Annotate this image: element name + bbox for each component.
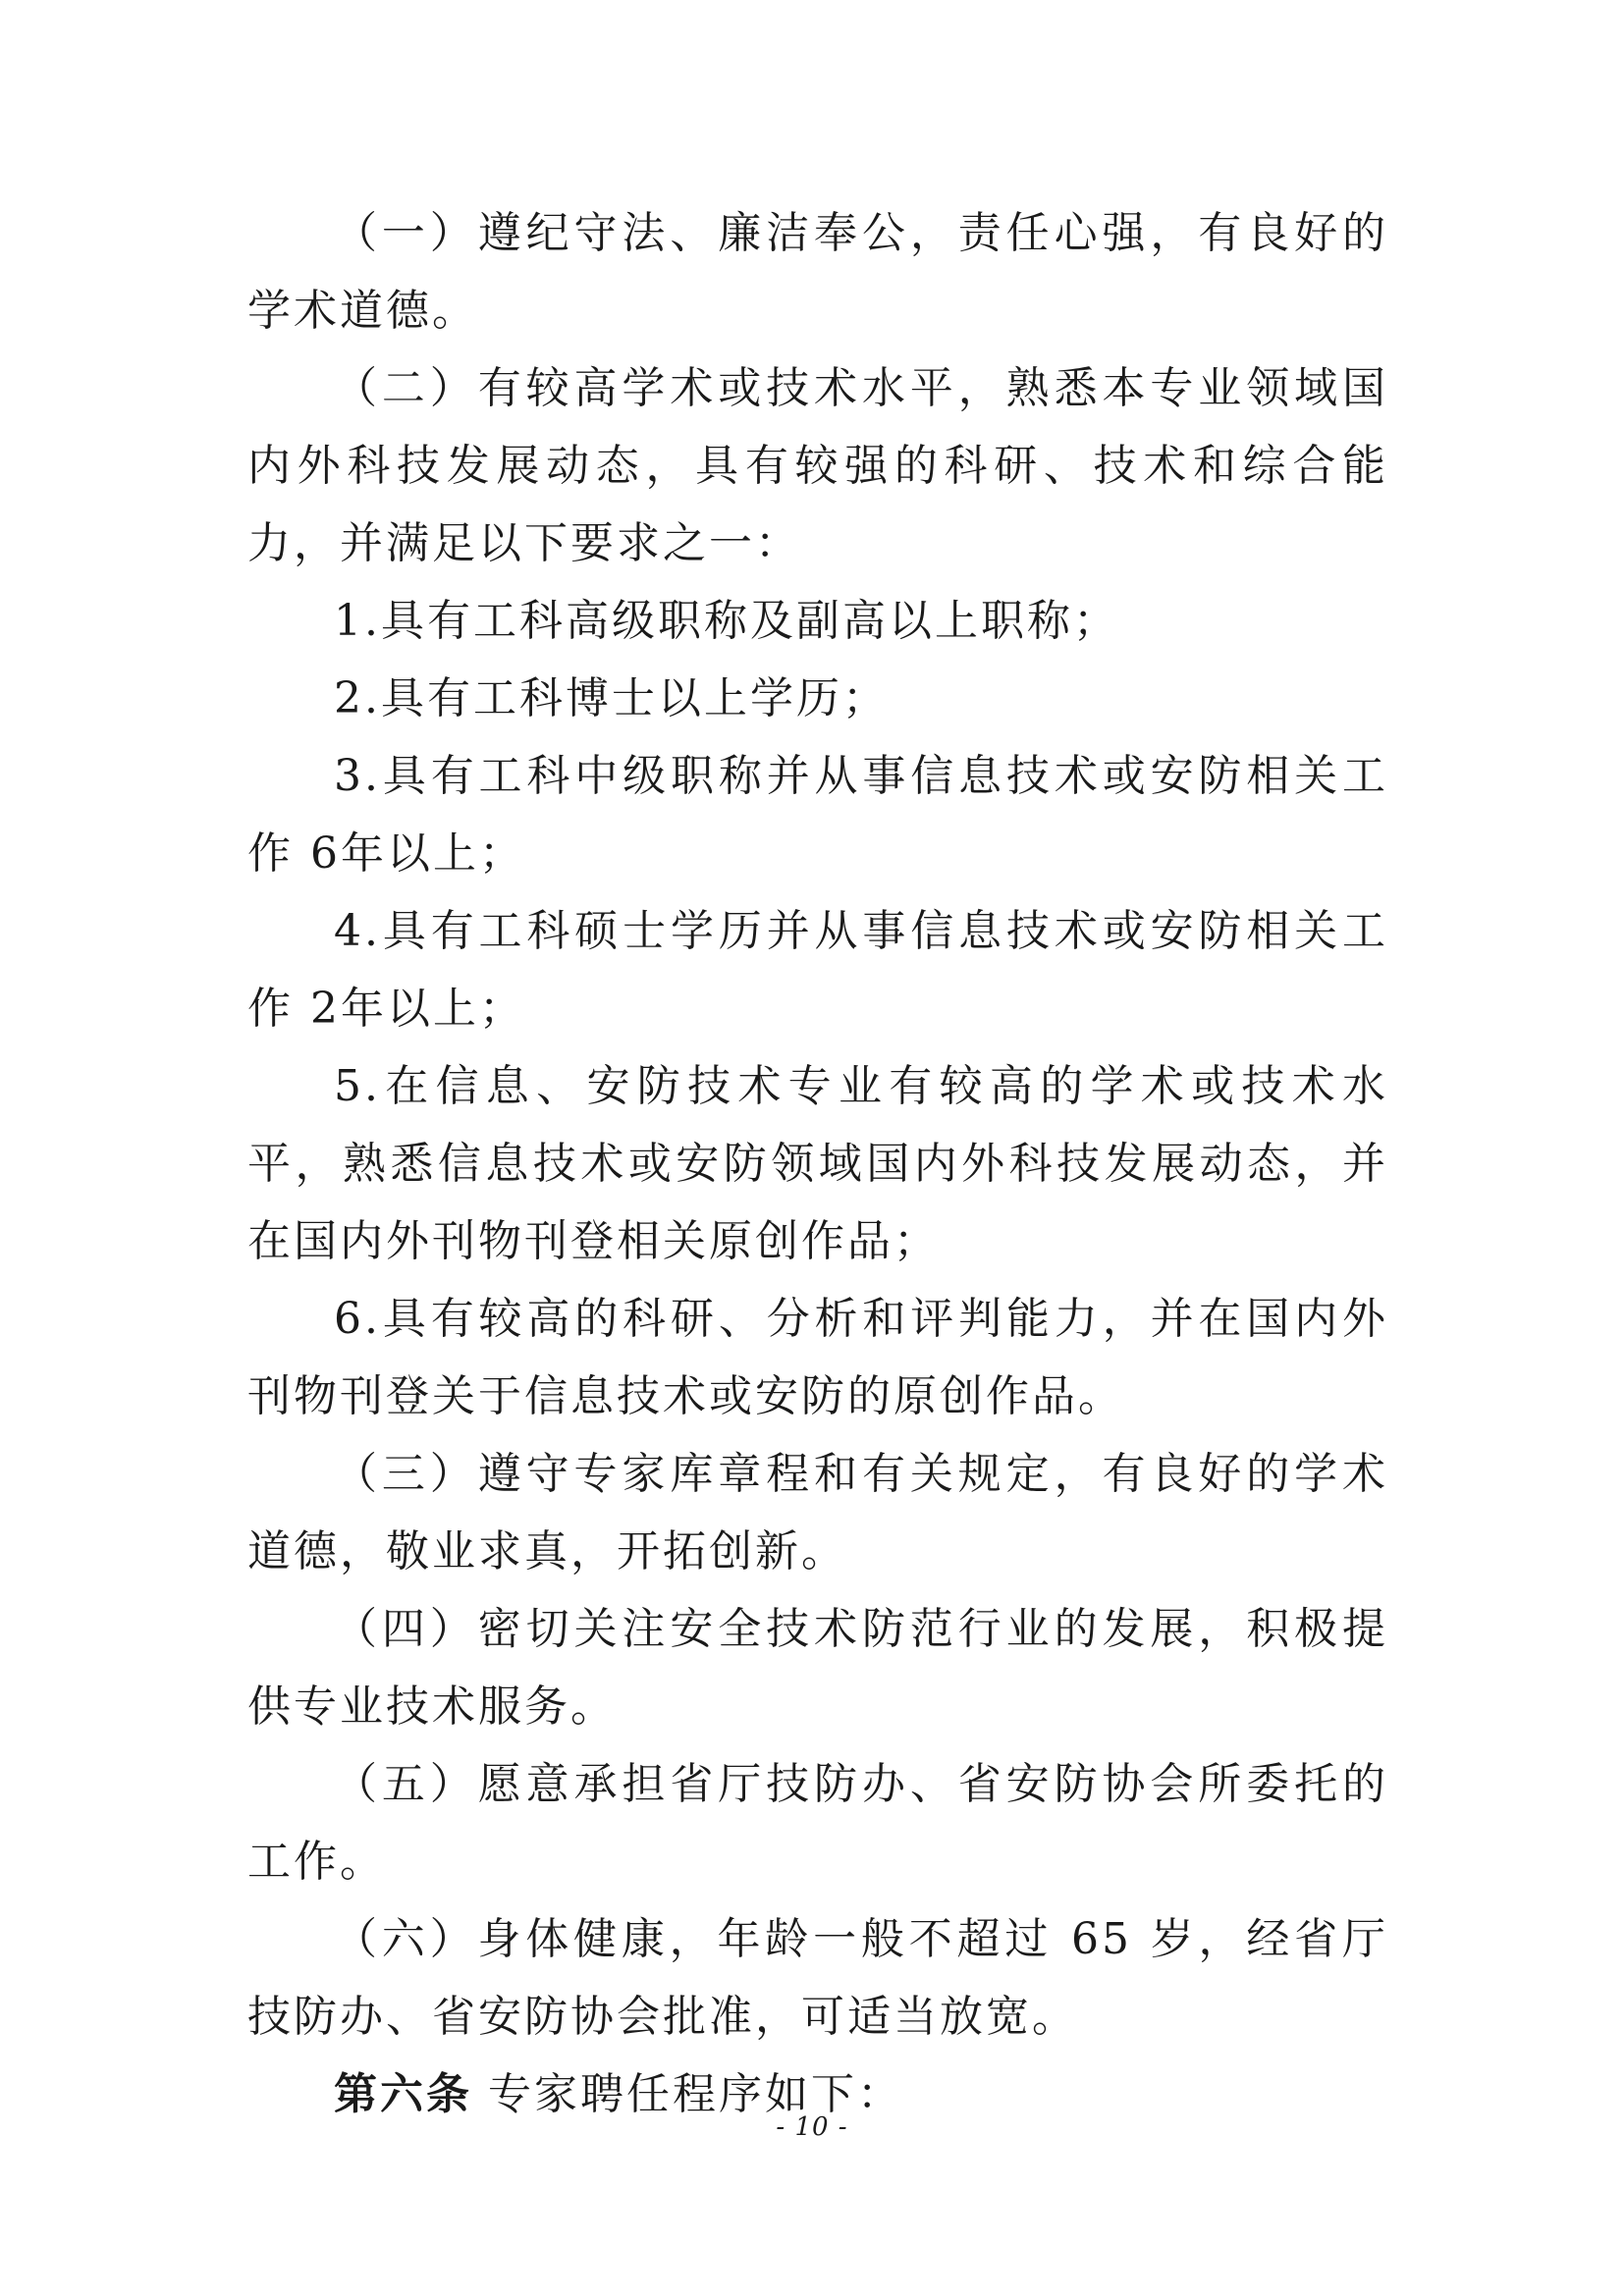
paragraph-clause-2: （二）有较高学术或技术水平，熟悉本专业领域国内外科技发展动态，具有较强的科研、技术和综合能力，并满足以下要求之一： [247,363,1388,568]
paragraph-item-3: 3.具有工科中级职称并从事信息技术或安防相关工作 6年以上； [247,751,1388,879]
paragraph-clause-1: （一）遵纪守法、廉洁奉公，责任心强，有良好的学术道德。 [247,208,1388,336]
paragraph-item-6: 6.具有较高的科研、分析和评判能力，并在国内外刊物刊登关于信息技术或安防的原创作品。 [247,1294,1388,1421]
article-text: 专家聘任程序如下： [488,2069,903,2119]
paragraph-item-4: 4.具有工科硕士学历并从事信息技术或安防相关工作 2年以上； [247,906,1388,1034]
paragraph-item-1: 1.具有工科高级职称及副高以上职称； [334,596,1119,646]
paragraph-clause-5: （五）愿意承担省厅技防办、省安防协会所委托的工作。 [247,1759,1388,1887]
paragraph-clause-3: （三）遵守专家库章程和有关规定，有良好的学术道德，敬业求真，开拓创新。 [247,1449,1388,1576]
paragraph-clause-4: （四）密切关注安全技术防范行业的发展，积极提供专业技术服务。 [247,1604,1388,1732]
paragraph-clause-6: （六）身体健康，年龄一般不超过 65 岁，经省厅技防办、省安防协会批准，可适当放宽。 [247,1914,1388,2042]
document-body [247,194,1388,2133]
article-heading: 第六条 [334,2069,472,2119]
page-number: - 10 - [776,2112,848,2142]
paragraph-item-5: 5.在信息、安防技术专业有较高的学术或技术水平，熟悉信息技术或安防领域国内外科技发展动态，并在国内外刊物刊登相关原创作品； [247,1061,1388,1266]
paragraph-item-2: 2.具有工科博士以上学历； [334,673,889,723]
